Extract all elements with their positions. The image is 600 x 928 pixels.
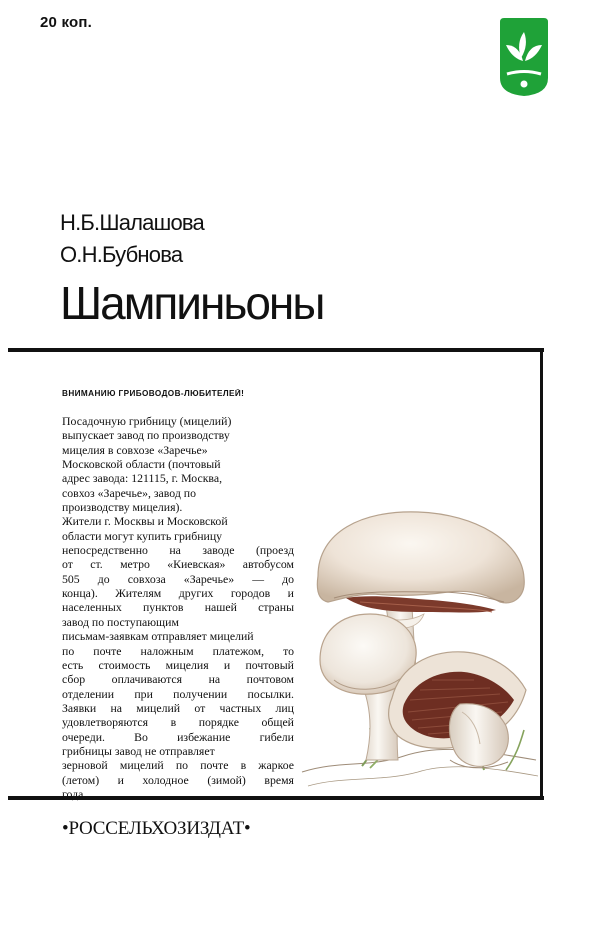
notice-line: завод по поступающим <box>62 614 179 629</box>
notice-line: отделении при получении посылки. <box>62 686 294 701</box>
notice-line: адрес завода: 121115, г. Москва, <box>62 471 223 486</box>
notice-line: грибницы завод не отправляет <box>62 743 215 758</box>
notice-line: по почте наложным платежом, то <box>62 643 294 658</box>
notice-heading: ВНИМАНИЮ ГРИБОВОДОВ-ЛЮБИТЕЛЕЙ! <box>62 389 245 398</box>
notice-line: области могут купить грибницу <box>62 528 223 543</box>
notice-line: Заявки на мицелий от частных лиц <box>62 700 294 715</box>
notice-line: мицелия в совхозе «Заречье» <box>62 442 208 457</box>
author-name-1: Н.Б.Шалашова <box>60 210 204 235</box>
author-name-2: О.Н.Бубнова <box>60 242 183 267</box>
notice-line: населенных пунктов нашей страны <box>62 600 294 615</box>
notice-line: зерновой мицелий по почте в жаркое <box>62 758 294 773</box>
notice-line: от ст. метро «Киевская» автобусом <box>62 557 294 572</box>
notice-box-top-rule <box>8 348 544 352</box>
notice-line: удовлетворяются в порядке общей <box>62 715 294 730</box>
leaf-emblem-icon <box>498 14 550 98</box>
notice-line: Московской области (почтовый <box>62 457 221 472</box>
notice-line: Посадочную грибницу (мицелий) <box>62 414 232 428</box>
publisher-name: •РОССЕЛЬХОЗИЗДАТ• <box>62 818 251 839</box>
notice-box-right-rule <box>540 348 543 800</box>
notice-line: Жители г. Москвы и Московской <box>62 514 228 529</box>
notice-line: есть стоимость мицелия и почтовый <box>62 657 294 672</box>
champignon-mushrooms-illustration <box>300 506 540 792</box>
price-label: 20 коп. <box>40 14 92 31</box>
notice-text <box>62 414 294 801</box>
notice-line: письмам-заявкам отправляет мицелий <box>62 629 254 644</box>
book-title: Шампиньоны <box>60 277 324 329</box>
notice-line: очереди. Во избежание гибели <box>62 729 294 744</box>
notice-line: совхоз «Заречье», завод по <box>62 485 196 500</box>
notice-line: года. <box>62 786 87 801</box>
notice-line: 505 до совхоза «Заречье» — до <box>62 571 294 586</box>
notice-line: (летом) и холодное (зимой) время <box>62 772 294 787</box>
notice-line: производству мицелия). <box>62 500 183 515</box>
notice-line: сбор оплачиваются на почтовом <box>62 672 294 687</box>
notice-line: непосредственно на заводе (проезд <box>62 543 294 558</box>
notice-line: выпускает завод по производству <box>62 428 230 443</box>
notice-line: конца). Жителям других городов и <box>62 586 294 601</box>
